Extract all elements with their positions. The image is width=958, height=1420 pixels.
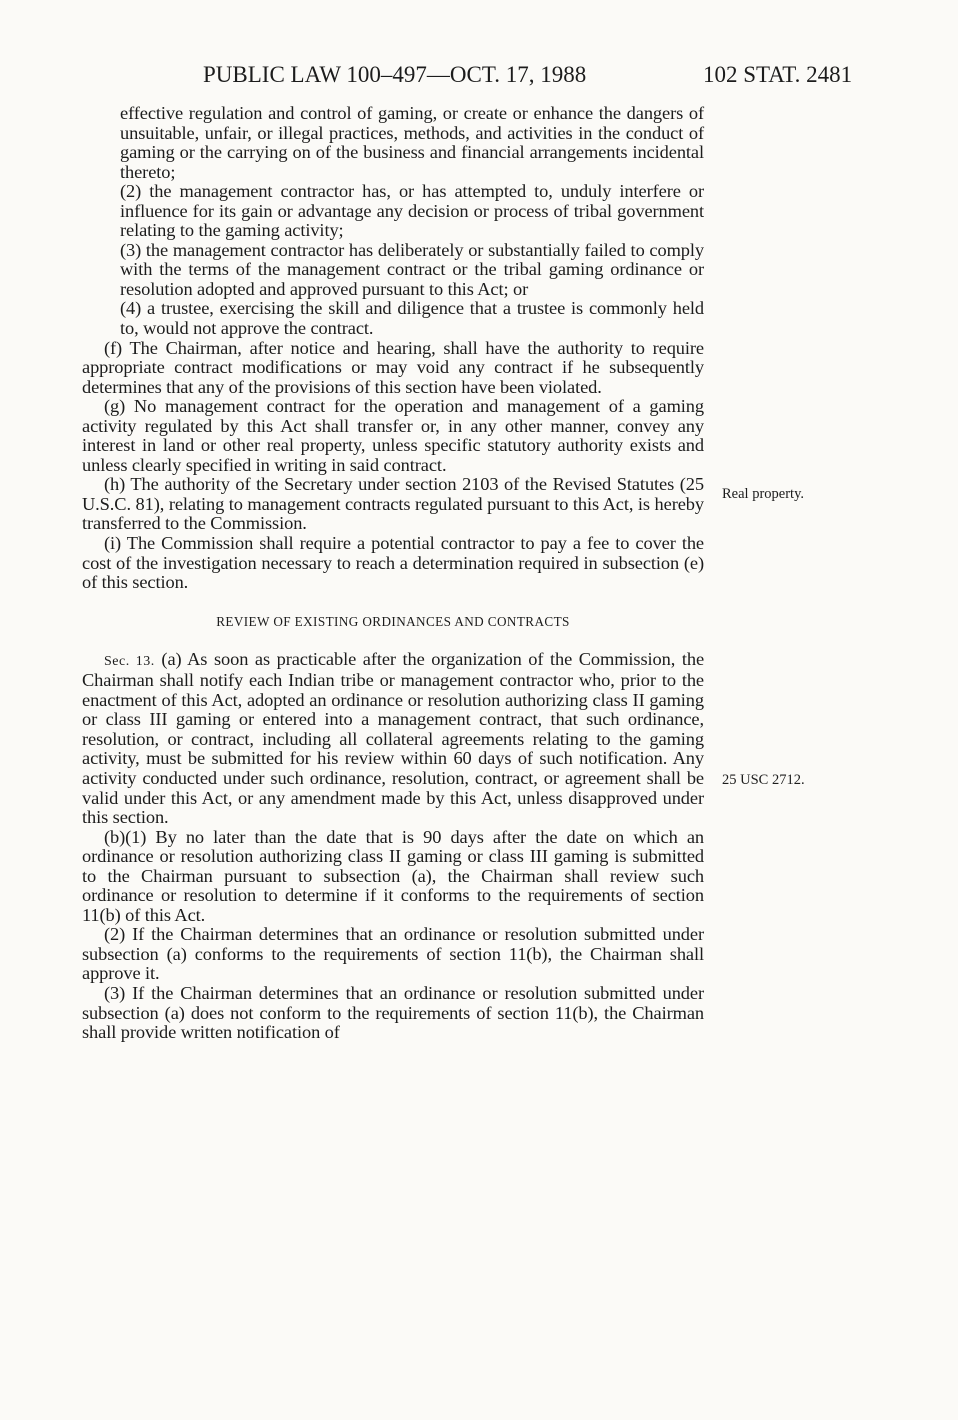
subsection-h: (h) The authority of the Secretary under section 2103 of the Revised Statutes (25 U.S.C. 81), relating to management contracts regulated pursuant to this Act, is hereby transferred to the Commission.: [82, 474, 704, 534]
subsection-b-2: (2) If the Chairman determines that an ordinance or resolution submitted under subsection (a) conforms to the requirements of section 11(b), the Chairman shall approve it.: [82, 924, 704, 984]
paragraph-continuation: effective regulation and control of gaming, or create or enhance the dangers of unsuitable, unfair, or illegal practices, methods, and activities in the conduct of gaming or the carrying on of the business and financial arrangements incidental thereto;: [120, 103, 704, 182]
section-heading: REVIEW OF EXISTING ORDINANCES AND CONTRACTS: [216, 613, 570, 629]
subsection-i: (i) The Commission shall require a potential contractor to pay a fee to cover the cost of the investigation necessary to reach a determination required in subsection (e) of this section.: [82, 533, 704, 593]
paragraph-e-3: (3) the management contractor has deliberately or substantially failed to comply with the terms of the management contract or the tribal gaming ordinance or resolution adopted and approved pursuant to this Act; or: [120, 239, 704, 299]
sidenote-usc-citation: 25 USC 2712.: [722, 772, 805, 788]
subsection-b-1: (b)(1) By no later than the date that is 90 days after the date on which an ordinance or resolution authorizing class II gaming or class III gaming is submitted to the Chairman pursuant to subsection (a), the Chairman shall review such ordinance or resolution to determine if it conforms to the requirements of section 11(b) of this Act.: [82, 826, 704, 925]
sidenote-real-property: Real property.: [722, 486, 805, 502]
subsection-b-3: (3) If the Chairman determines that an ordinance or resolution submitted under subsection (a) does not conform to the requirements of section 11(b), the Chairman shall provide written notification of: [82, 982, 704, 1043]
subsection-g: (g) No management contract for the operation and management of a gaming activity regulated by this Act shall transfer or, in any other manner, convey any interest in land or other real property, unless specific statutory authority exists and unless clearly specified in writing in said contract.: [82, 396, 704, 475]
section-13-a: [82, 650, 704, 828]
section-label: Sec. 13.: [104, 653, 155, 669]
paragraph-e-4: (4) a trustee, exercising the skill and diligence that a trustee is commonly held to, would not approve the contract.: [120, 298, 704, 339]
page-number: 102 STAT. 2481: [703, 62, 853, 87]
statute-text: [82, 104, 704, 1043]
running-head-title: PUBLIC LAW 100–497—OCT. 17, 1988: [203, 62, 587, 87]
section-13-a-text: (a) As soon as practicable after the organization of the Commission, the Chairman shall notify each Indian tribe or management contractor who, prior to the enactment of this Act, adopted an ordinance or resolution authorizing class II gaming or class III gaming or entered into a management contract, that such ordinance, resolution, or contract, including all collateral agreements relating to the gaming activity, must be submitted for his review within 60 days of such notification. Any activity conducted under such ordinance, resolution, contract, or agreement shall be valid under this Act, or any amendment made by this Act, unless disapproved under this section.: [82, 648, 705, 828]
running-head: [0, 58, 958, 92]
subsection-f: (f) The Chairman, after notice and hearing, shall have the authority to require appropriate contract modifications or may void any contract if he subsequently determines that any of the provisions of this section have been violated.: [82, 337, 704, 397]
paragraph-e-2: (2) the management contractor has, or has attempted to, unduly interfere or influence for its gain or advantage any decision or process of tribal government relating to the gaming activity;: [120, 181, 704, 241]
